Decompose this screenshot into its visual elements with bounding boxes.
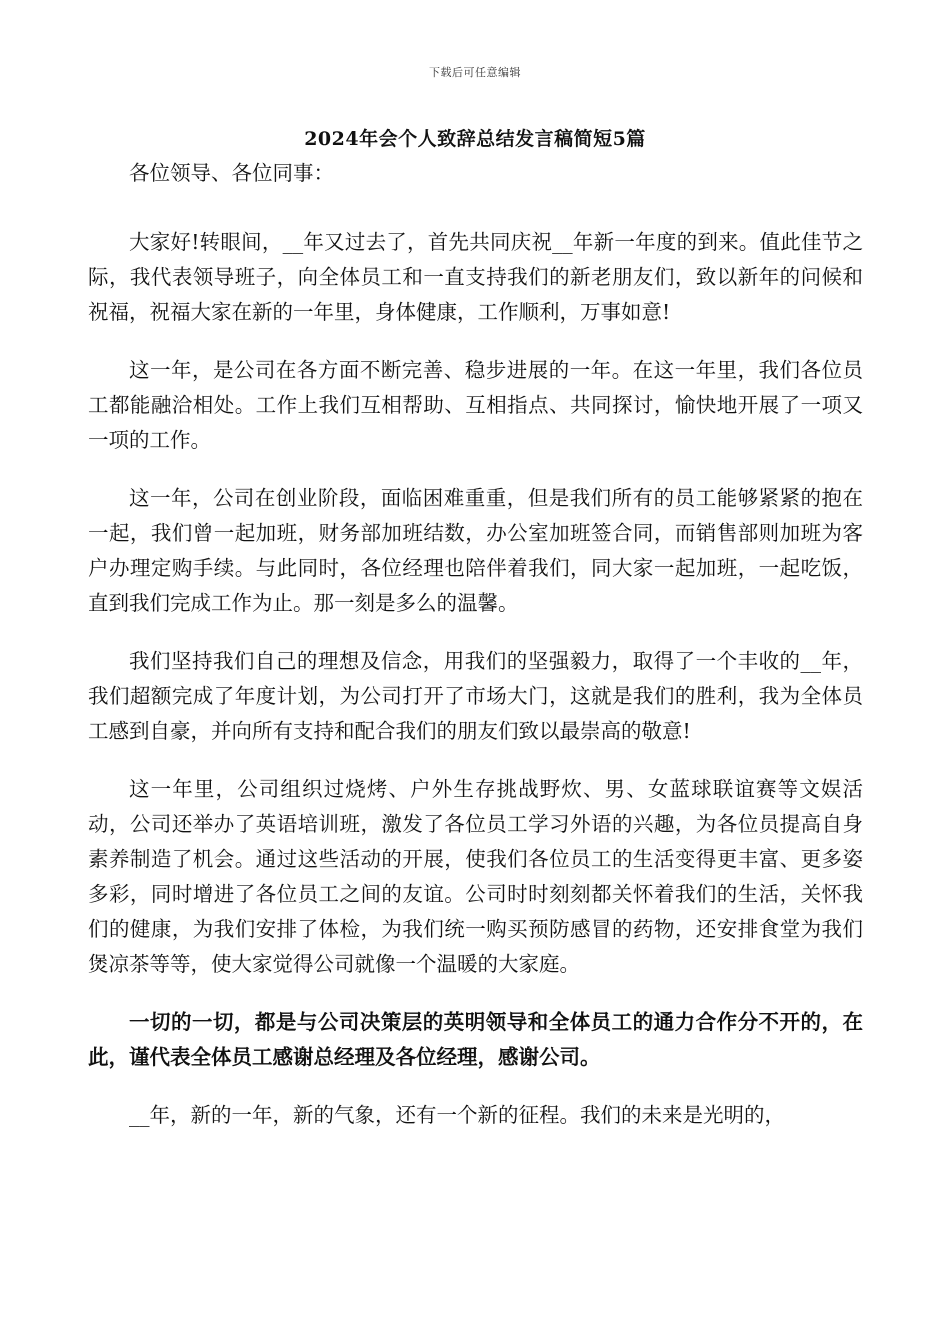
document-title: 2024年会个人致辞总结发言稿简短5篇 (304, 128, 646, 150)
paragraph-progress: 这一年，是公司在各方面不断完善、稳步进展的一年。在这一年里，我们各位员工都能融洽相处。工作上我们互相帮助、互相指点、共同探讨，愉快地开展了一项又一项的工作。 (88, 358, 863, 452)
paragraph-achievement: 我们坚持我们自己的理想及信念，用我们的坚强毅力，取得了一个丰收的__年，我们超额完成了年度计划，为公司打开了市场大门，这就是我们的胜利，我为全体员工感到自豪，并向所有支持和配合我们的朋友们致以最崇高的敬意! (88, 649, 863, 743)
salutation: 各位领导、各位同事： (129, 161, 334, 185)
paragraph-greeting: 大家好!转眼间，__年又过去了，首先共同庆祝__年新一年度的到来。值此佳节之际，我代表领导班子，向全体员工和一直支持我们的新老朋友们，致以新年的问候和祝福，祝福大家在新的一年里，身体健康，工作顺利，万事如意! (88, 230, 863, 324)
paragraph-startup: 这一年，公司在创业阶段，面临困难重重，但是我们所有的员工能够紧紧的抱在一起，我们曾一起加班，财务部加班结数，办公室加班签合同，而销售部则加班为客户办理定购手续。与此同时，各位经理也陪伴着我们，同大家一起加班，一起吃饭，直到我们完成工作为止。那一刻是多么的温馨。 (88, 486, 863, 615)
header-note: 下载后可任意编辑 (429, 66, 521, 79)
paragraph-activities: 这一年里，公司组织过烧烤、户外生存挑战野炊、男、女蓝球联谊赛等文娱活动，公司还举办了英语培训班，激发了各位员工学习外语的兴趣，为各位员提高自身素养制造了机会。通过这些活动的开展，使我们各位员工的生活变得更丰富、更多姿多彩，同时增进了各位员工之间的友谊。公司时时刻刻都关怀着我们的生活，关怀我们的健康，为我们安排了体检，为我们统一购买预防感冒的药物，还安排食堂为我们煲凉茶等等，使大家觉得公司就像一个温暖的大家庭。 (88, 777, 863, 976)
paragraph-new-year: __年，新的一年，新的气象，还有一个新的征程。我们的未来是光明的， (129, 1103, 785, 1127)
document-body (88, 156, 863, 1156)
paragraph-thanks: 一切的一切，都是与公司决策层的英明领导和全体员工的通力合作分不开的，在此，谨代表全体员工感谢总经理及各位经理，感谢公司。 (88, 1010, 863, 1069)
